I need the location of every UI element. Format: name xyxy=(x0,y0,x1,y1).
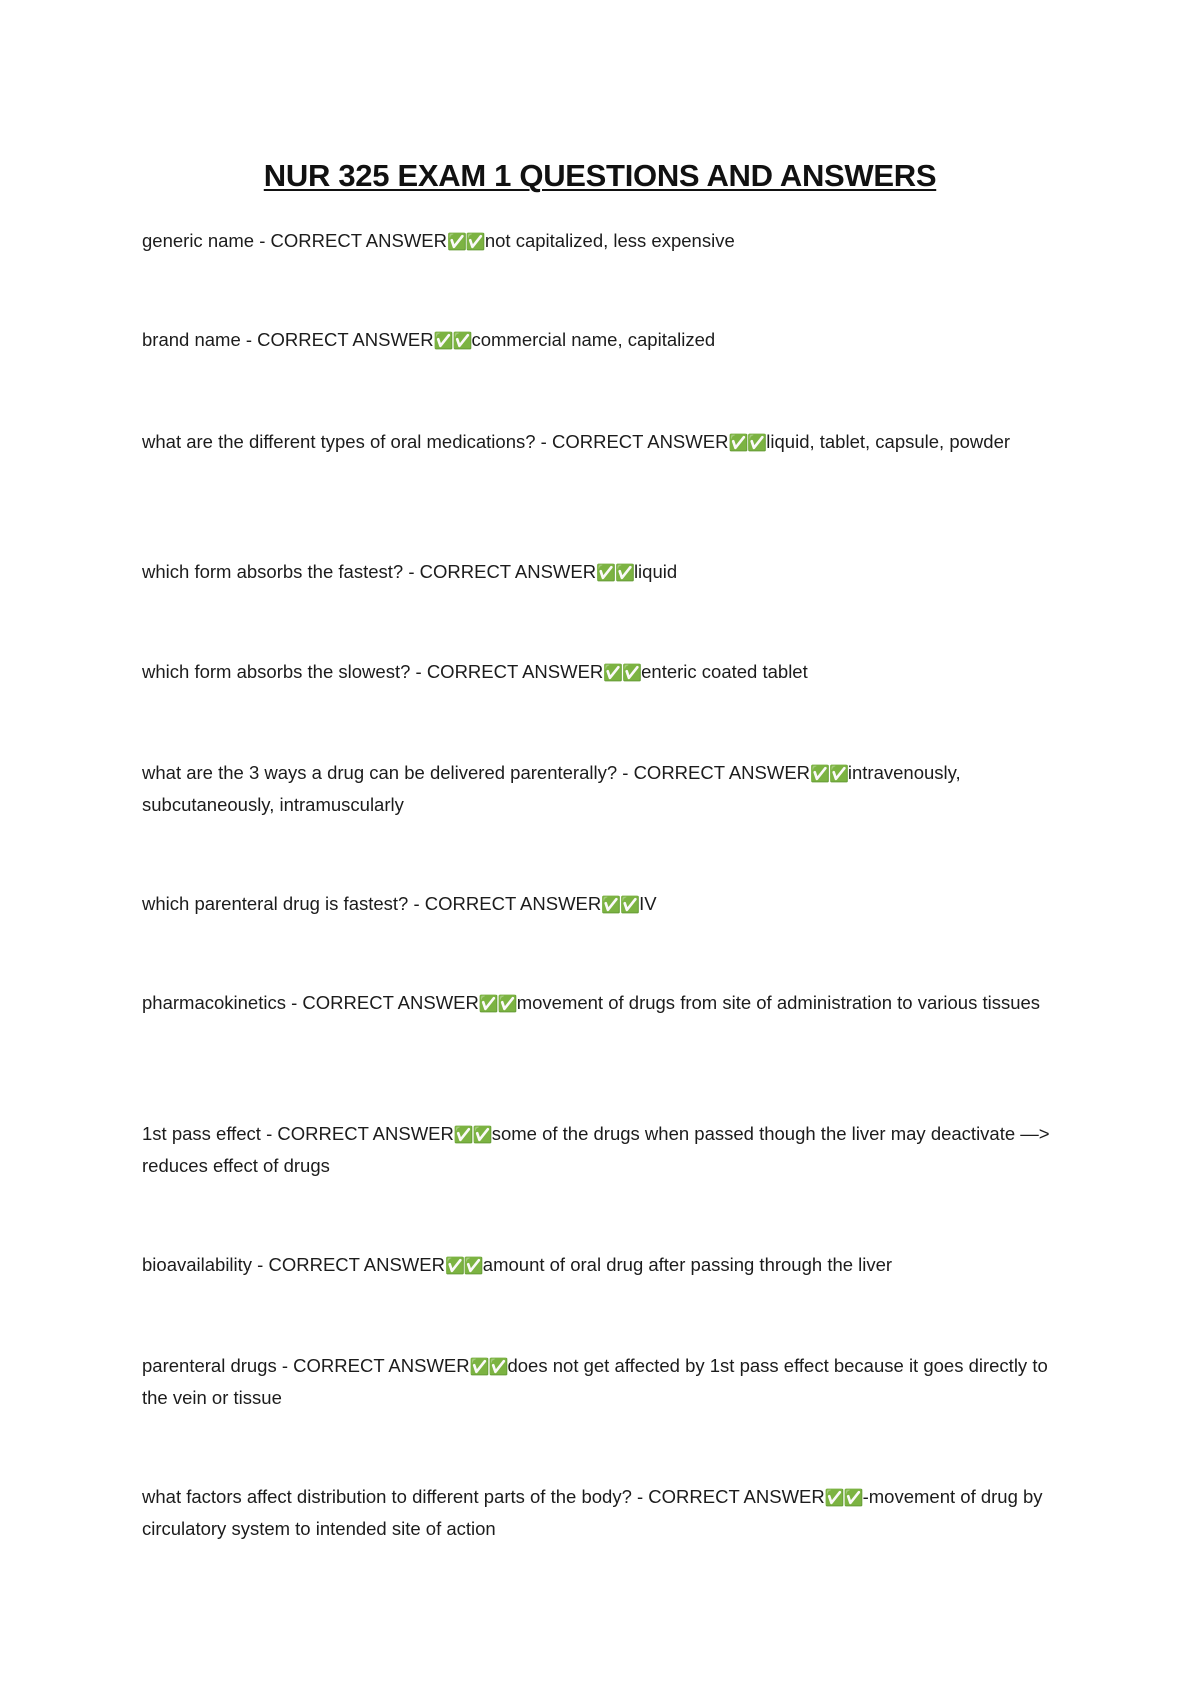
answer-text: commercial name, capitalized xyxy=(471,329,716,350)
double-check-icon: ✅✅ xyxy=(601,895,640,914)
qa-item xyxy=(142,888,1072,920)
double-check-icon: ✅✅ xyxy=(728,433,767,452)
answer-separator: - CORRECT ANSWER xyxy=(240,329,434,350)
qa-item xyxy=(142,1350,1072,1413)
double-check-icon: ✅✅ xyxy=(433,331,472,350)
double-check-icon: ✅✅ xyxy=(478,994,517,1013)
answer-text: does not get affected by 1st pass effect because it goes directly to the vein or tissue xyxy=(142,1355,1048,1408)
answer-separator: - CORRECT ANSWER xyxy=(276,1355,470,1376)
answer-separator: - CORRECT ANSWER xyxy=(285,992,479,1013)
question-text: what factors affect distribution to different parts of the body? xyxy=(142,1486,632,1507)
answer-text: some of the drugs when passed though the liver may deactivate —> reduces effect of drugs xyxy=(142,1123,1050,1176)
double-check-icon: ✅✅ xyxy=(444,1256,483,1275)
qa-item xyxy=(142,987,1072,1019)
answer-separator: - CORRECT ANSWER xyxy=(254,230,447,251)
double-check-icon: ✅✅ xyxy=(596,563,634,582)
qa-item xyxy=(142,1481,1072,1544)
double-check-icon: ✅✅ xyxy=(447,232,485,251)
answer-separator: - CORRECT ANSWER xyxy=(410,661,604,682)
question-text: brand name xyxy=(142,329,241,350)
answer-separator: - CORRECT ANSWER xyxy=(535,431,729,452)
answer-text: liquid, tablet, capsule, powder xyxy=(766,431,1011,452)
question-text: generic name xyxy=(142,230,255,251)
question-text: what are the different types of oral medications? xyxy=(142,431,536,452)
question-text: which parenteral drug is fastest? xyxy=(142,893,409,914)
qa-item xyxy=(142,225,1072,257)
question-text: which form absorbs the fastest? xyxy=(142,561,404,582)
answer-text: liquid xyxy=(633,561,678,582)
question-text: which form absorbs the slowest? xyxy=(142,661,411,682)
question-text: bioavailability xyxy=(142,1254,253,1275)
answer-separator: - CORRECT ANSWER xyxy=(408,893,602,914)
qa-item xyxy=(142,656,1072,688)
answer-text: enteric coated tablet xyxy=(641,661,808,682)
qa-item xyxy=(142,324,1072,356)
answer-separator: - CORRECT ANSWER xyxy=(252,1254,445,1275)
double-check-icon: ✅✅ xyxy=(603,663,642,682)
question-text: 1st pass effect xyxy=(142,1123,261,1144)
qa-item xyxy=(142,1249,1072,1281)
double-check-icon: ✅✅ xyxy=(469,1357,508,1376)
qa-item xyxy=(142,426,1072,458)
answer-separator: - CORRECT ANSWER xyxy=(403,561,597,582)
qa-item xyxy=(142,757,1072,820)
double-check-icon: ✅✅ xyxy=(824,1488,863,1507)
answer-text: not capitalized, less expensive xyxy=(484,230,735,251)
question-text: parenteral drugs xyxy=(142,1355,277,1376)
answer-text: IV xyxy=(639,893,657,914)
answer-separator: - CORRECT ANSWER xyxy=(260,1123,454,1144)
answer-text: -movement of drug by circulatory system to intended site of action xyxy=(142,1486,1043,1539)
double-check-icon: ✅✅ xyxy=(810,764,848,783)
question-text: what are the 3 ways a drug can be delivered parenterally? xyxy=(142,762,618,783)
answer-separator: - CORRECT ANSWER xyxy=(631,1486,825,1507)
qa-item xyxy=(142,556,1072,588)
question-text: pharmacokinetics xyxy=(142,992,286,1013)
answer-text: intravenously, subcutaneously, intramuscularly xyxy=(142,762,961,815)
qa-item xyxy=(142,1118,1072,1181)
answer-separator: - CORRECT ANSWER xyxy=(617,762,811,783)
double-check-icon: ✅✅ xyxy=(453,1125,492,1144)
answer-text: amount of oral drug after passing through the liver xyxy=(482,1254,893,1275)
answer-text: movement of drugs from site of administration to various tissues xyxy=(516,992,1041,1013)
document-title: NUR 325 EXAM 1 QUESTIONS AND ANSWERS xyxy=(263,158,937,193)
